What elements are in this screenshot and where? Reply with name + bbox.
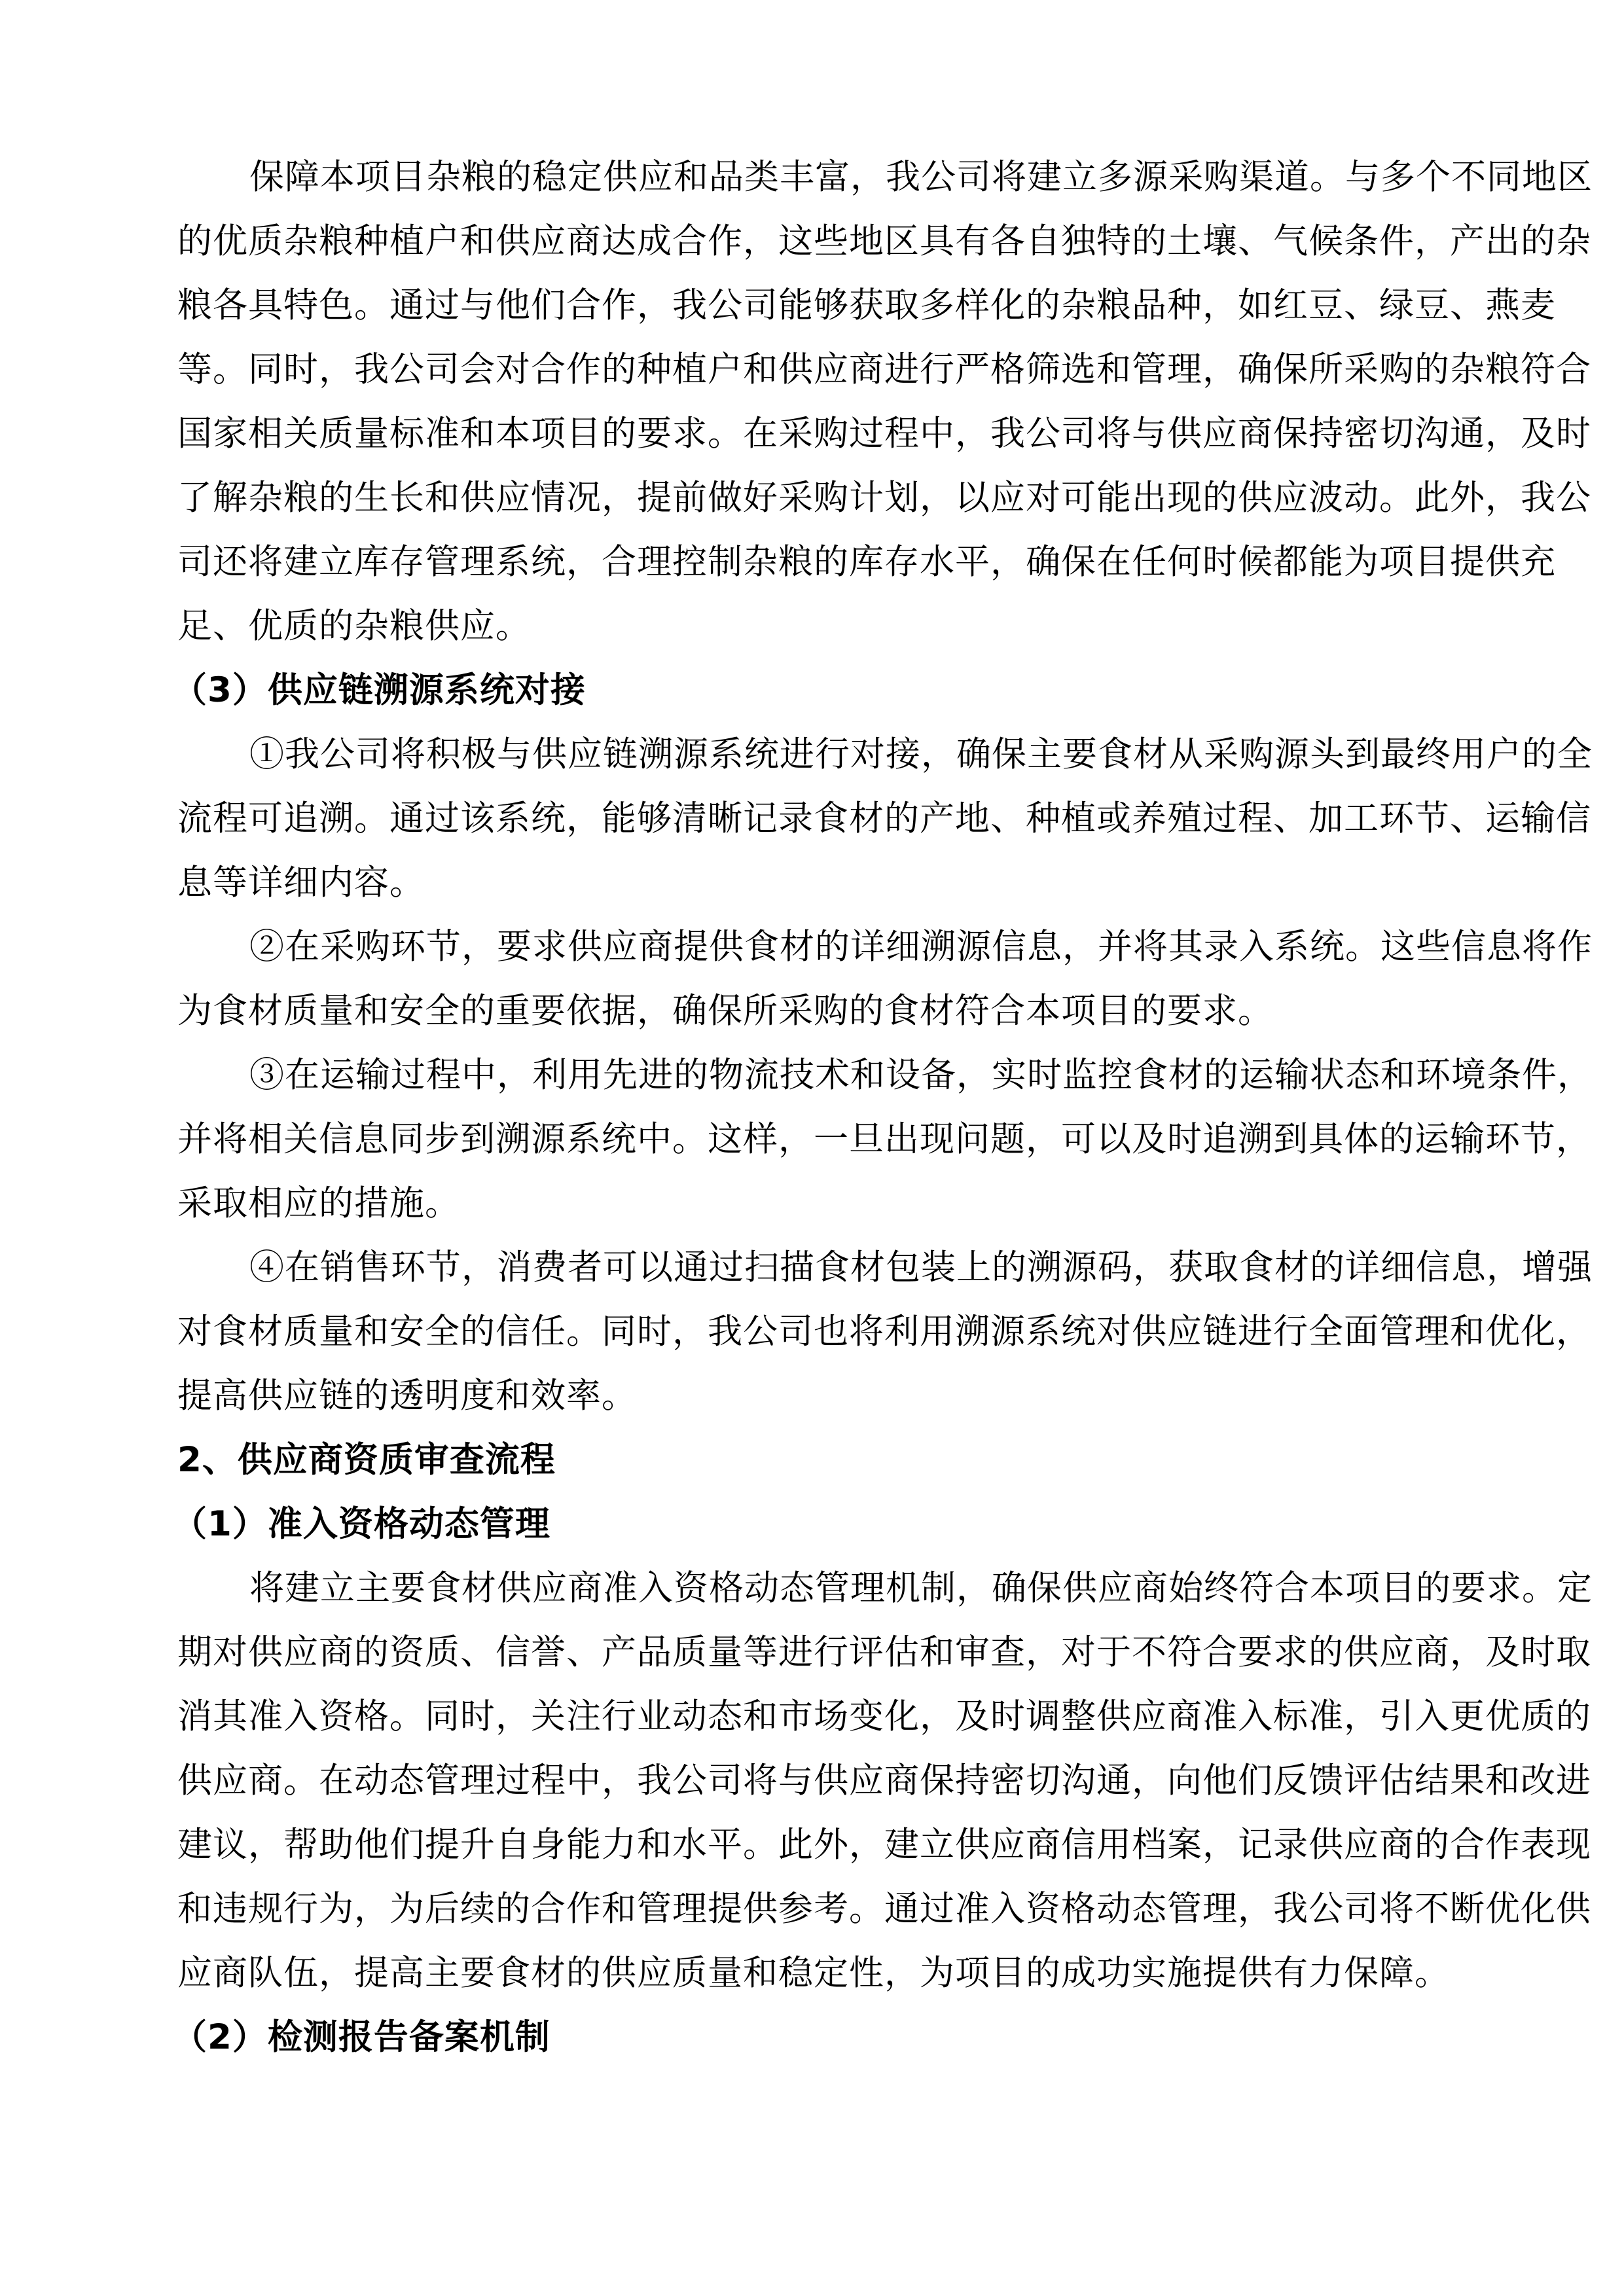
text-line: 提高供应链的透明度和效率。 [177, 1376, 637, 1416]
text-line: 将建立主要食材供应商准入资格动态管理机制，确保供应商始终符合本项目的要求。定 [249, 1568, 1593, 1608]
paragraph-grain-supply [177, 145, 1593, 658]
text-line: ③在运输过程中，利用先进的物流技术和设备，实时监控食材的运输状态和环境条件， [249, 1055, 1593, 1095]
text-line: 对食材质量和安全的信任。同时，我公司也将利用溯源系统对供应链进行全面管理和优化， [177, 1312, 1591, 1352]
list-item-4 [177, 1236, 1593, 1428]
text-line: 期对供应商的资质、信誉、产品质量等进行评估和审查，对于不符合要求的供应商，及时取 [177, 1632, 1591, 1672]
paragraph-access-management [177, 1556, 1593, 2005]
text-line: 保障本项目杂粮的稳定供应和品类丰富，我公司将建立多源采购渠道。与多个不同地区 [249, 157, 1593, 197]
text-line: 等。同时，我公司会对合作的种植户和供应商进行严格筛选和管理，确保所采购的杂粮符合 [177, 350, 1591, 389]
section-heading-traceability: （3）供应链溯源系统对接 [172, 670, 586, 710]
list-item-3 [177, 1043, 1593, 1236]
text-line: 建议，帮助他们提升自身能力和水平。此外，建立供应商信用档案，记录供应商的合作表现 [177, 1825, 1591, 1865]
subsection-heading-test-report-filing: （2）检测报告备案机制 [172, 2017, 550, 2057]
text-line: 采取相应的措施。 [177, 1183, 460, 1223]
text-line: ②在采购环节，要求供应商提供食材的详细溯源信息，并将其录入系统。这些信息将作 [249, 927, 1593, 967]
text-line: 国家相关质量标准和本项目的要求。在采购过程中，我公司将与供应商保持密切沟通，及时 [177, 414, 1591, 454]
list-item-2 [177, 915, 1593, 1043]
text-line: 息等详细内容。 [177, 863, 425, 903]
text-line: 粮各具特色。通过与他们合作，我公司能够获取多样化的杂粮品种，如红豆、绿豆、燕麦 [177, 285, 1556, 325]
text-line: 和违规行为，为后续的合作和管理提供参考。通过准入资格动态管理，我公司将不断优化供 [177, 1889, 1591, 1929]
text-line: 司还将建立库存管理系统，合理控制杂粮的库存水平，确保在任何时候都能为项目提供充 [177, 542, 1556, 582]
text-line: 了解杂粮的生长和供应情况，提前做好采购计划，以应对可能出现的供应波动。此外，我公 [177, 478, 1591, 518]
text-line: 为食材质量和安全的重要依据，确保所采购的食材符合本项目的要求。 [177, 991, 1273, 1031]
text-line: 并将相关信息同步到溯源系统中。这样，一旦出现问题，可以及时追溯到具体的运输环节， [177, 1119, 1591, 1159]
list-item-1 [177, 723, 1593, 915]
text-line: 流程可追溯。通过该系统，能够清晰记录食材的产地、种植或养殖过程、加工环节、运输信 [177, 798, 1591, 838]
section-heading-supplier-review: 2、供应商资质审查流程 [177, 1440, 556, 1480]
text-line: 应商队伍，提高主要食材的供应质量和稳定性，为项目的成功实施提供有力保障。 [177, 1953, 1450, 1993]
document-page [172, 145, 1593, 2070]
subsection-heading-access-management: （1）准入资格动态管理 [172, 1504, 550, 1544]
text-line: 供应商。在动态管理过程中，我公司将与供应商保持密切沟通，向他们反馈评估结果和改进 [177, 1761, 1591, 1801]
text-line: ①我公司将积极与供应链溯源系统进行对接，确保主要食材从采购源头到最终用户的全 [249, 734, 1593, 774]
text-line: 足、优质的杂粮供应。 [177, 606, 531, 646]
text-line: ④在销售环节，消费者可以通过扫描食材包装上的溯源码，获取食材的详细信息，增强 [249, 1247, 1593, 1287]
text-line: 消其准入资格。同时，关注行业动态和市场变化，及时调整供应商准入标准，引入更优质的 [177, 1696, 1591, 1736]
text-line: 的优质杂粮种植户和供应商达成合作，这些地区具有各自独特的土壤、气候条件，产出的杂 [177, 221, 1591, 261]
